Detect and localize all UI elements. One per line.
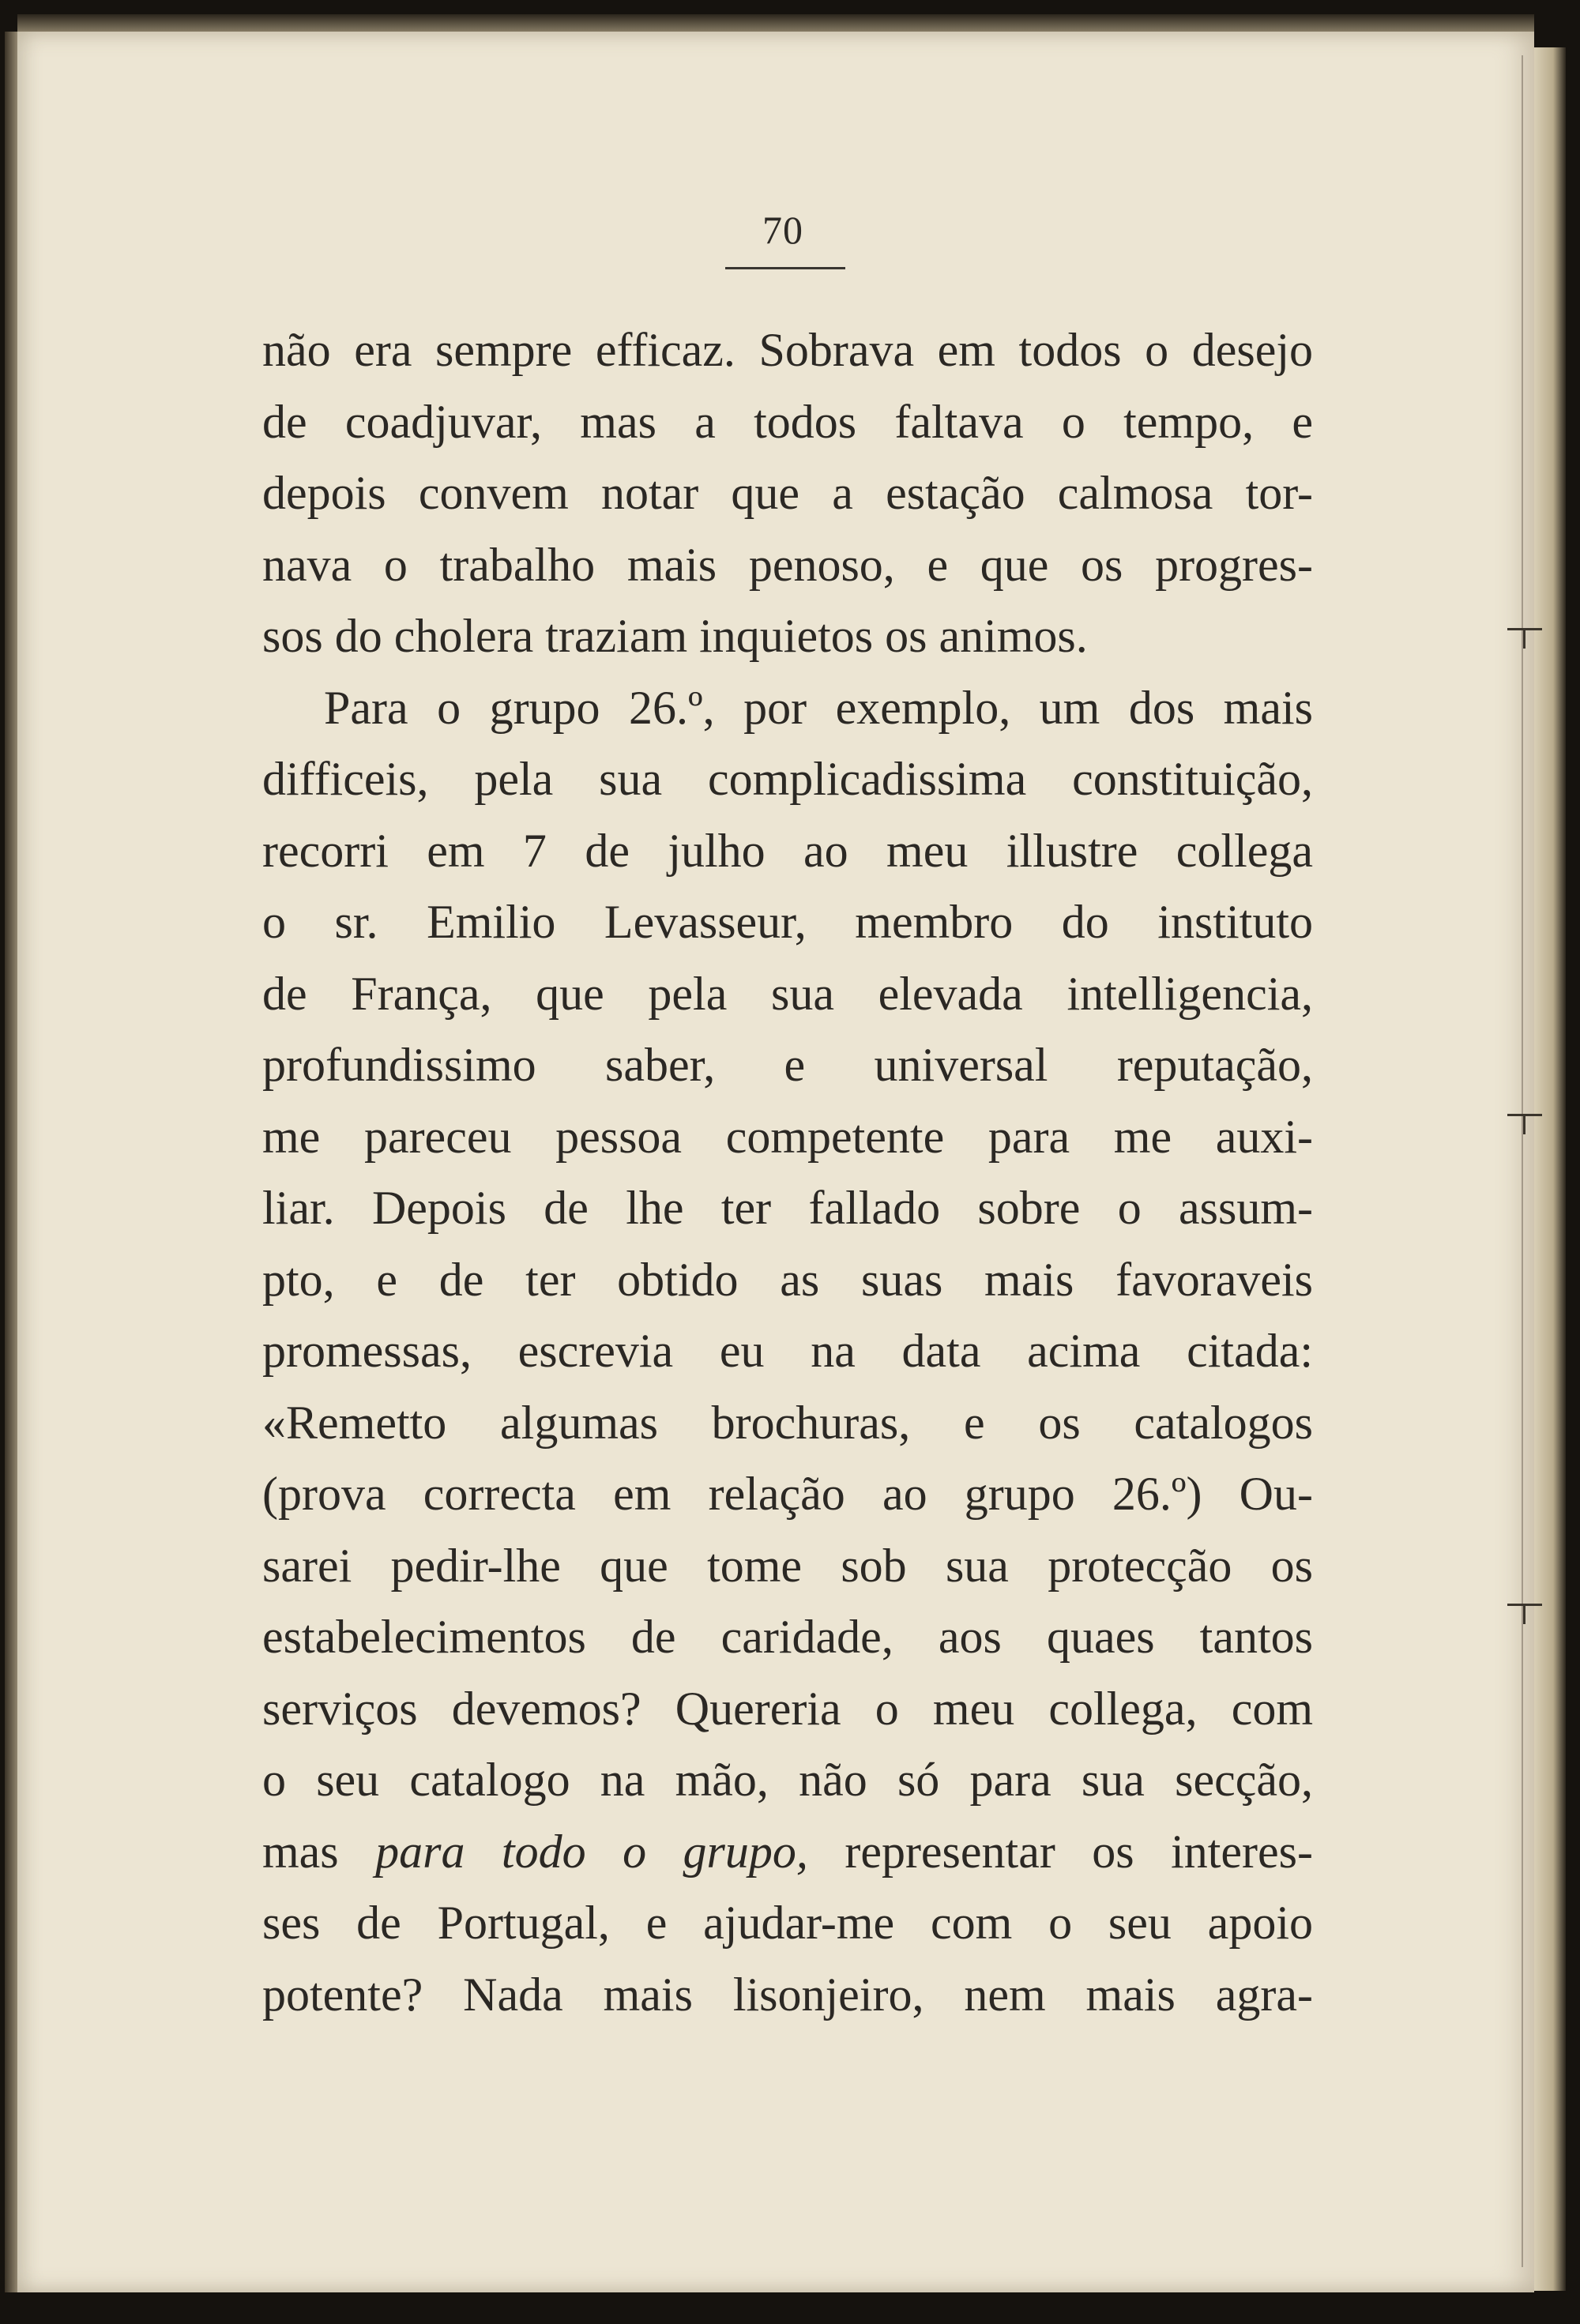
text-line: liar. Depois de lhe ter fallado sobre o assum-	[262, 1182, 1313, 1234]
text-line: nava o trabalho mais penoso, e que os progres-	[262, 538, 1313, 591]
text-segment: representar os interes-	[807, 1825, 1314, 1878]
body-text	[262, 314, 1313, 2030]
text-line: recorri em 7 de julho ao meu illustre collega	[262, 824, 1313, 877]
text-line: difficeis, pela sua complicadissima constituição,	[262, 753, 1313, 805]
text-line: depois convem notar que a estação calmosa tor-	[262, 467, 1313, 519]
text-line: pto, e de ter obtido as suas mais favoraveis	[262, 1253, 1313, 1306]
text-line: serviços devemos? Quereria o meu collega, com	[262, 1682, 1313, 1735]
text-line: o sr. Emilio Levasseur, membro do instituto	[262, 896, 1313, 948]
text-line: (prova correcta em relação ao grupo 26.º) Ou-	[262, 1468, 1313, 1520]
text-line: ses de Portugal, e ajudar-me com o seu apoio	[262, 1897, 1313, 1949]
text-line: de França, que pela sua elevada intelligencia,	[262, 967, 1313, 1020]
text-line: sarei pedir-lhe que tome sob sua protecção os	[262, 1539, 1313, 1592]
text-line: «Remetto algumas brochuras, e os catalogos	[262, 1396, 1313, 1449]
text-line: sos do cholera traziam inquietos os animos.	[262, 610, 1088, 662]
margin-mark-1	[1507, 628, 1542, 630]
page-top-edge	[17, 14, 1534, 33]
page-fold-line	[1522, 55, 1523, 2267]
margin-mark-2	[1507, 1114, 1542, 1116]
text-line: o seu catalogo na mão, não só para sua secção,	[262, 1754, 1313, 1806]
text-line: estabelecimentos de caridade, aos quaes tantos	[262, 1611, 1313, 1663]
text-line: profundissimo saber, e universal reputação,	[262, 1039, 1313, 1091]
text-line: não era sempre efficaz. Sobrava em todos o desejo	[262, 324, 1313, 376]
margin-mark-3	[1507, 1604, 1542, 1606]
page-number-rule	[725, 267, 845, 269]
text-segment: mas	[262, 1825, 376, 1878]
next-page-edge	[1534, 47, 1566, 2291]
text-line: me pareceu pessoa competente para me auxi-	[262, 1110, 1313, 1163]
text-line-with-italic	[262, 1816, 1313, 1888]
page-number: 70	[762, 208, 803, 252]
italic-phrase: para todo o grupo,	[375, 1825, 808, 1878]
text-line: promessas, escrevia eu na data acima citada:	[262, 1325, 1313, 1377]
text-line: de coadjuvar, mas a todos faltava o tempo, e	[262, 395, 1313, 448]
text-line: potente? Nada mais lisonjeiro, nem mais agra-	[262, 1968, 1313, 2021]
text-line: Para o grupo 26.º, por exemplo, um dos mais	[324, 681, 1313, 734]
